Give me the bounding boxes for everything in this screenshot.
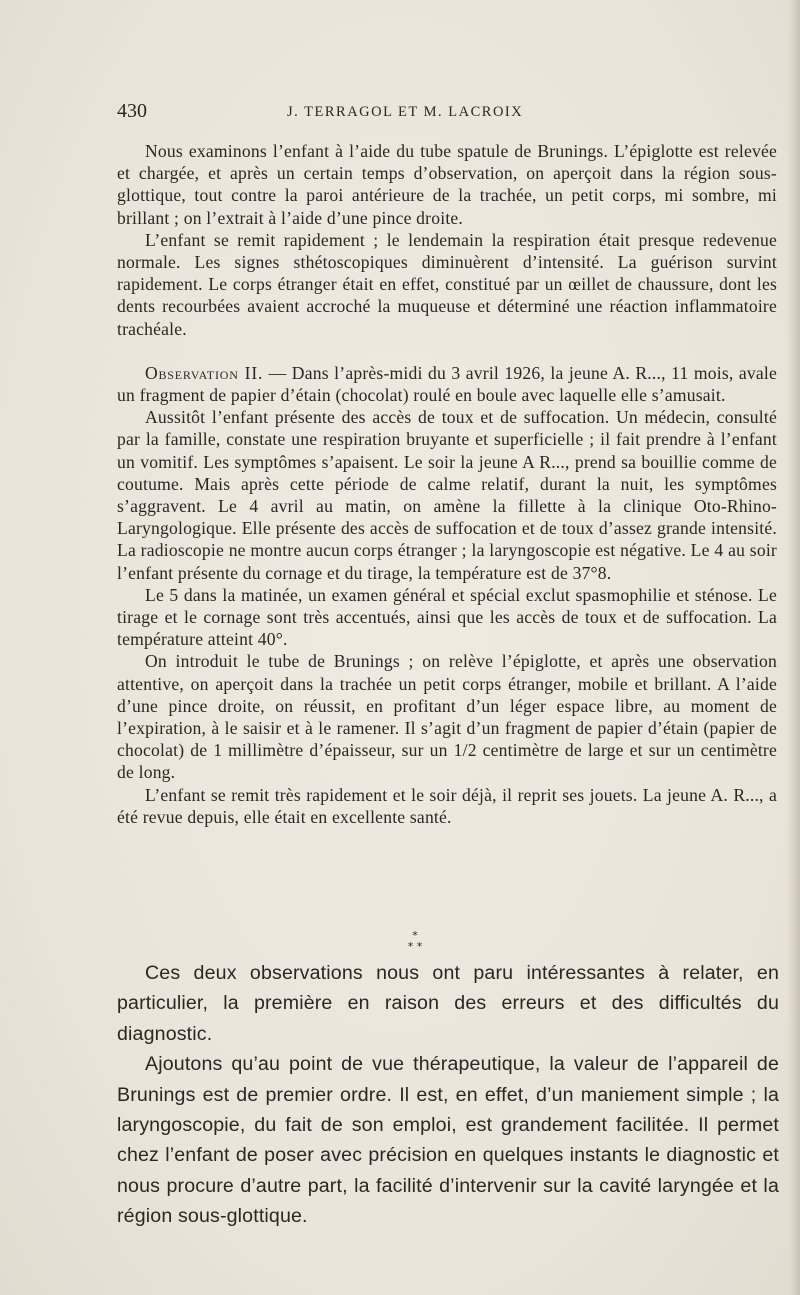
paragraph-extraction: On introduit le tube de Brunings ; on relève l’épiglotte, et après une observation attentive, on aperçoit dans la trachée un petit corps étranger, mobile et brillant. A l’aide d’une pince droite, on réussit, en profitant d’un léger espace libre, au moment de l’expiration, à le saisir et à le ramener. Il s’agit d’un fragment de papier d’étain (papier de chocolat) de 1 millimètre d’épaisseur, sur un 1/2 centimètre de large et sur un centimètre de long. (117, 651, 777, 783)
observation-intro: — Dans l’après-midi du 3 avril 1926, la jeune A. R..., 11 mois, avale un fragment de papier d’étain (chocolat) roulé en boule avec laquelle elle s’amusait. (117, 362, 777, 406)
separator-star-top: * (412, 929, 418, 942)
paragraph-examination: Nous examinons l’enfant à l’aide du tube spatule de Brunings. L’épiglotte est relevée et chargée, et après un certain temps d’observation, on aperçoit dans la région sous-glottique, tout contre la paroi antérieure de la trachée, un petit corps, mi sombre, mi brillant ; on l’extrait à l’aide d’une pince droite. (117, 141, 777, 228)
case-report-text (117, 140, 777, 828)
conclusion-text (117, 958, 779, 1232)
paragraph-conclusion-1: Ces deux observations nous ont paru intéressantes à relater, en particulier, la première en raison des erreurs et des difficultés du diagnostic. (117, 962, 779, 1045)
paragraph-exam-day-5: Le 5 dans la matinée, un examen général et spécial exclut spasmophilie et sténose. Le tirage et le cornage sont très accentués, ainsi que les accès de toux et de suffocation. La température atteint 40°. (117, 584, 777, 650)
paragraph-recovery: L’enfant se remit rapidement ; le lendemain la respiration était presque redevenue normale. Les signes sthétoscopiques diminuèrent d’intensité. La guérison survint rapidement. Le corps étranger était en effet, constitué par un œillet de chaussure, dont les dents recourbées avaient accroché la muqueuse et déterminé une réaction inflammatoire trachéale. (117, 229, 777, 339)
separator-stars-bottom: * * (407, 940, 423, 953)
page-edge-shadow (788, 0, 800, 1295)
page-header (117, 100, 657, 130)
section-separator (395, 930, 435, 952)
observation-label: Observation II. (145, 362, 264, 383)
paragraph-outcome: L’enfant se remit très rapidement et le soir déjà, il reprit ses jouets. La jeune A. R..., a été revue depuis, elle était en excellente santé. (117, 784, 777, 827)
paragraph-conclusion-2: Ajoutons qu’au point de vue thérapeutique, la valeur de l’appareil de Brunings est de premier ordre. Il est, en effet, d’un maniement simple ; la laryngoscopie, du fait de son emploi, est grandement facilitée. Il permet chez l’enfant de poser avec précision en quelques instants le diagnostic et nous procure d’autre part, la facilité d’intervenir sur la cavité laryngée et la région sous-glottique. (117, 1053, 779, 1228)
page-number: 430 (117, 100, 147, 122)
running-head: J. TERRAGOL ET M. LACROIX (287, 104, 524, 120)
paragraph-observation-ii (117, 362, 777, 406)
paragraph-symptoms: Aussitôt l’enfant présente des accès de toux et de suffocation. Un médecin, consulté par la famille, constate une respiration bruyante et superficielle ; il fait prendre à l’enfant un vomitif. Les symptômes s’apaisent. Le soir la jeune A R..., prend sa bouillie comme de coutume. Mais après cette période de calme relatif, durant la nuit, les symptômes s’aggravent. Le 4 avril au matin, on amène la fillette à la clinique Oto-Rhino-Laryngologique. Elle présente des accès de suffocation et de toux d’assez grande intensité. La radioscopie ne montre aucun corps étranger ; la laryngoscopie est négative. Le 4 au soir l’enfant présente du cornage et du tirage, la température est de 37°8. (117, 407, 777, 583)
